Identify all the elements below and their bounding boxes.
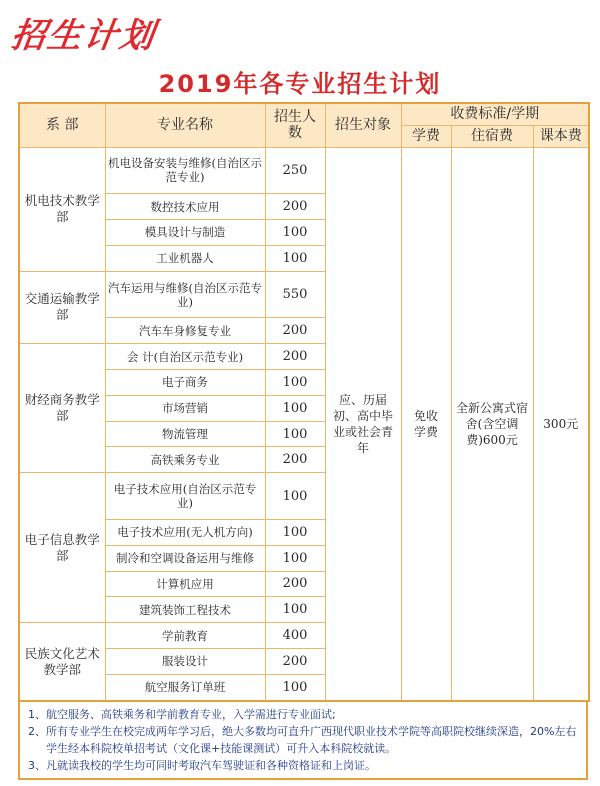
count-cell: 100 — [265, 245, 325, 271]
major-cell: 航空服务订单班 — [105, 674, 265, 701]
dept-cell: 交通运输教学部 — [19, 271, 105, 344]
count-cell: 100 — [265, 220, 325, 246]
count-cell: 250 — [265, 147, 325, 194]
major-cell: 工业机器人 — [105, 245, 265, 271]
count-cell: 200 — [265, 648, 325, 674]
dorm-cell: 全新公寓式宿舍(含空调费)600元 — [451, 147, 533, 701]
major-cell: 市场营销 — [105, 395, 265, 421]
header-count: 招生人数 — [265, 103, 325, 147]
page-title: 2019年各专业招生计划 — [158, 70, 442, 98]
major-cell: 高铁乘务专业 — [105, 447, 265, 473]
table-row — [19, 147, 589, 194]
dept-cell: 财经商务教学部 — [19, 344, 105, 473]
count-cell: 200 — [265, 194, 325, 220]
dept-cell: 电子信息教学部 — [19, 473, 105, 623]
header-fee-group: 收费标准/学期 — [401, 103, 589, 125]
count-cell: 100 — [265, 519, 325, 545]
major-cell: 学前教育 — [105, 623, 265, 649]
count-cell: 100 — [265, 545, 325, 571]
dept-cell: 民族文化艺术教学部 — [19, 623, 105, 701]
major-cell: 电子技术应用(无人机方向) — [105, 519, 265, 545]
note-item: 2、所有专业学生在校完成两年学习后，绝大多数均可直升广西现代职业技术学院等高职院校继续深造，20%左右学生经本科院校单招考试（文化课+技能课测试）可升入本科院校就读。 — [28, 725, 577, 755]
table-body — [19, 147, 589, 701]
major-cell: 会 计(自治区示范专业) — [105, 344, 265, 370]
count-cell: 400 — [265, 623, 325, 649]
count-cell: 200 — [265, 447, 325, 473]
major-cell: 电子商务 — [105, 370, 265, 396]
major-cell: 数控技术应用 — [105, 194, 265, 220]
count-cell: 200 — [265, 344, 325, 370]
count-cell: 100 — [265, 370, 325, 396]
header-major: 专业名称 — [105, 103, 265, 147]
count-cell: 100 — [265, 395, 325, 421]
header-tuition: 学费 — [401, 125, 451, 147]
brand-heading: 招生计划 — [8, 16, 159, 56]
major-cell: 计算机应用 — [105, 571, 265, 597]
count-cell: 200 — [265, 318, 325, 344]
note-item: 3、凡就读我校的学生均可同时考取汽车驾驶证和各种资格证和上岗证。 — [28, 759, 376, 772]
major-cell: 机电设备安装与维修(自治区示范专业) — [105, 147, 265, 194]
major-cell: 建筑装饰工程技术 — [105, 597, 265, 623]
major-cell: 电子技术应用(自治区示范专业) — [105, 473, 265, 520]
count-cell: 200 — [265, 571, 325, 597]
target-cell: 应、历届初、高中毕业或社会青年 — [325, 147, 401, 701]
count-cell: 100 — [265, 473, 325, 520]
count-cell: 100 — [265, 597, 325, 623]
count-cell: 100 — [265, 421, 325, 447]
major-cell: 物流管理 — [105, 421, 265, 447]
note-item: 1、航空服务、高铁乘务和学前教育专业，入学需进行专业面试; — [28, 708, 336, 721]
major-cell: 汽车车身修复专业 — [105, 318, 265, 344]
notes-box — [18, 702, 588, 780]
header-target: 招生对象 — [325, 103, 401, 147]
books-cell: 300元 — [533, 147, 589, 701]
header-dept: 系 部 — [19, 103, 105, 147]
major-cell: 服装设计 — [105, 648, 265, 674]
tuition-cell: 免收学费 — [401, 147, 451, 701]
major-cell: 汽车运用与维修(自治区示范专业) — [105, 271, 265, 318]
dept-cell: 机电技术教学部 — [19, 147, 105, 271]
count-cell: 550 — [265, 271, 325, 318]
header-books: 课本费 — [533, 125, 589, 147]
count-cell: 100 — [265, 674, 325, 701]
major-cell: 模具设计与制造 — [105, 220, 265, 246]
header-dorm: 住宿费 — [451, 125, 533, 147]
enrollment-plan-table — [18, 102, 590, 702]
major-cell: 制冷和空调设备运用与维修 — [105, 545, 265, 571]
